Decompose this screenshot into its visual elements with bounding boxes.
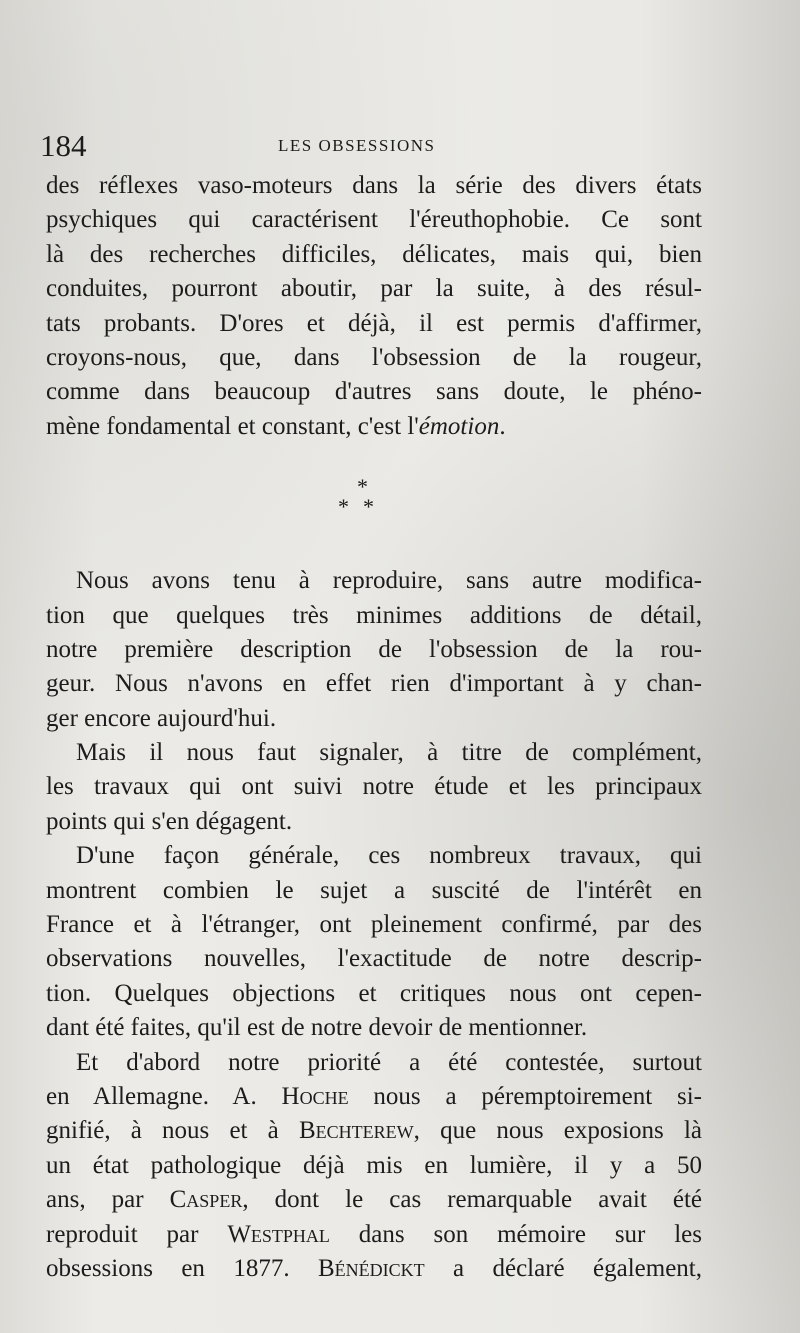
text-line: Nous avons tenu à reproduire, sans autre modifica- [76,567,702,595]
running-title: LES OBSESSIONS [278,136,436,155]
author-name-bechterew: Bechterew [298,1117,414,1145]
author-name-casper: Casper [169,1186,243,1214]
text-line: geur. Nous n'avons en effet rien d'important à y chan- [46,670,702,698]
text-line [46,1114,702,1148]
text-line: là des recherches difficiles, délicates, mais qui, bien [46,240,702,268]
text-line: observations nouvelles, l'exactitude de notre descrip- [46,945,702,973]
text-line: Mais il nous faut signaler, à titre de complément, [76,739,702,767]
text-line: un état pathologique déjà mis en lumière, il y a 50 [46,1151,702,1179]
text-line: croyons-nous, que, dans l'obsession de la rougeur, [46,343,702,371]
text-segment: obsessions en 1877. [46,1254,318,1282]
text-segment: ans, par [46,1186,170,1214]
text-segment: a déclaré également, [424,1254,702,1282]
text-line: ger encore aujourd'hui. [46,704,277,732]
text-line: France et à l'étranger, ont pleinement confirmé, par des [46,911,702,939]
text-segment: . [499,412,506,440]
text-line [46,1183,702,1217]
text-line [46,410,702,444]
emphasized-word: émotion [418,412,500,440]
text-segment: mène fondamental et constant, c'est l' [46,412,419,440]
text-segment: reproduit par [46,1220,228,1248]
text-line: conduites, pourront aboutir, par la suite, à des résul- [46,275,702,303]
paragraph-2 [46,564,702,736]
text-segment: en Allemagne. A. [46,1082,282,1110]
text-line [46,1218,702,1252]
text-line: tion. Quelques objections et critiques nous ont cepen- [46,979,702,1007]
text-line: Et d'abord notre priorité a été contestée, surtout [76,1048,702,1076]
text-line: montrent combien le sujet a suscité de l'intérêt en [46,876,702,904]
author-name-benedickt: Bénédickt [317,1254,425,1282]
page-header [40,124,700,164]
text-line: dant été faites, qu'il est de notre devoir de mentionner. [46,1014,588,1042]
text-segment: , dont le cas remarquable avait été [242,1186,702,1214]
text-line: tats probants. D'ores et déjà, il est permis d'affirmer, [46,309,702,337]
text-line: points qui s'en dégagent. [46,807,293,835]
page-number: 184 [40,128,87,163]
asterism-bottom: ** [338,494,388,520]
text-line: psychiques qui caractérisent l'éreuthophobie. Ce sont [46,206,702,234]
text-line: comme dans beaucoup d'autres sans doute, le phéno- [46,378,702,406]
paragraph-1 [46,169,702,444]
text-line: tion que quelques très minimes additions de détail, [46,601,702,629]
author-name-hoche: Hoche [281,1082,349,1110]
body-text [46,169,702,1286]
asterism-top: * [357,474,368,500]
text-segment: gnifié, à nous et à [46,1117,299,1145]
paragraph-5 [46,1046,702,1287]
text-segment: , que nous exposions là [413,1117,702,1145]
text-segment: dans son mémoire sur les [329,1220,703,1248]
author-name-westphal: Westphal [227,1220,330,1248]
paragraph-3 [46,736,702,839]
asterism [46,444,702,564]
text-line: D'une façon générale, ces nombreux travaux, qui [76,842,702,870]
text-line: les travaux qui ont suivi notre étude et les principaux [46,773,702,801]
text-line: des réflexes vaso-moteurs dans la série des divers états [46,172,702,199]
text-segment: nous a péremptoirement si- [348,1082,702,1110]
text-line: notre première description de l'obsession de la rou- [46,635,702,663]
text-line [46,1252,702,1286]
paragraph-4 [46,839,702,1045]
text-line [46,1080,702,1114]
